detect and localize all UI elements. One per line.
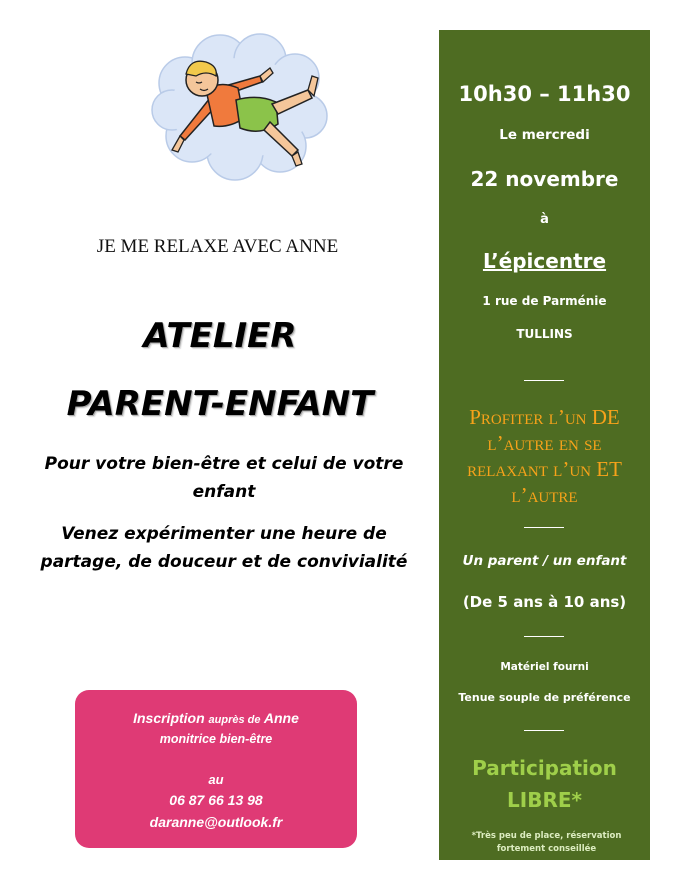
event-material: Matériel fourni [500,661,589,673]
divider [524,527,564,528]
registration-box [75,690,357,848]
title-parent-enfant: PARENT-ENFANT [66,384,374,424]
registration-label: Inscription [133,710,205,726]
event-city: TULLINS [516,327,573,341]
registration-phone[interactable]: 06 87 66 13 98 [169,792,263,808]
tagline: JE ME RELAXE AVEC ANNE [96,236,339,257]
event-slogan: Profiter l’un DE l’autre en se relaxant l’un ET l’autre [467,405,622,507]
event-ages: (De 5 ans à 10 ans) [462,593,627,611]
reservation-note: *Très peu de place, réservation fortement conseillée [471,831,622,854]
participation-free: LIBRE* [507,788,582,812]
registration-name: Anne [263,710,299,726]
relaxing-child-illustration [140,28,340,188]
event-audience: Un parent / un enfant [462,553,627,569]
title-atelier: ATELIER [143,316,297,356]
intro-experience: Venez expérimenter une heure de partage, de douceur et de convivialité [40,524,408,572]
registration-label-small: auprès de [208,714,261,726]
event-address: 1 rue de Parménie [482,294,607,308]
event-date: 22 novembre [470,167,619,191]
event-clothing: Tenue souple de préférence [458,691,631,704]
relaxing-child-on-cloud-icon [140,28,340,188]
divider [524,380,564,381]
intro-wellbeing: Pour votre bien-être et celui de votre enfant [44,454,404,502]
details-panel [439,30,650,860]
registration-at: au [208,772,224,787]
event-time: 10h30 – 11h30 [458,82,631,106]
event-venue: L’épicentre [482,249,607,273]
registration-heading [75,710,357,726]
divider [524,636,564,637]
divider [524,730,564,731]
event-day: Le mercredi [499,127,590,143]
registration-email[interactable]: daranne@outlook.fr [149,814,283,830]
participation-label: Participation [472,756,617,780]
registration-role: monitrice bien-être [159,732,273,746]
event-at: à [540,212,549,227]
